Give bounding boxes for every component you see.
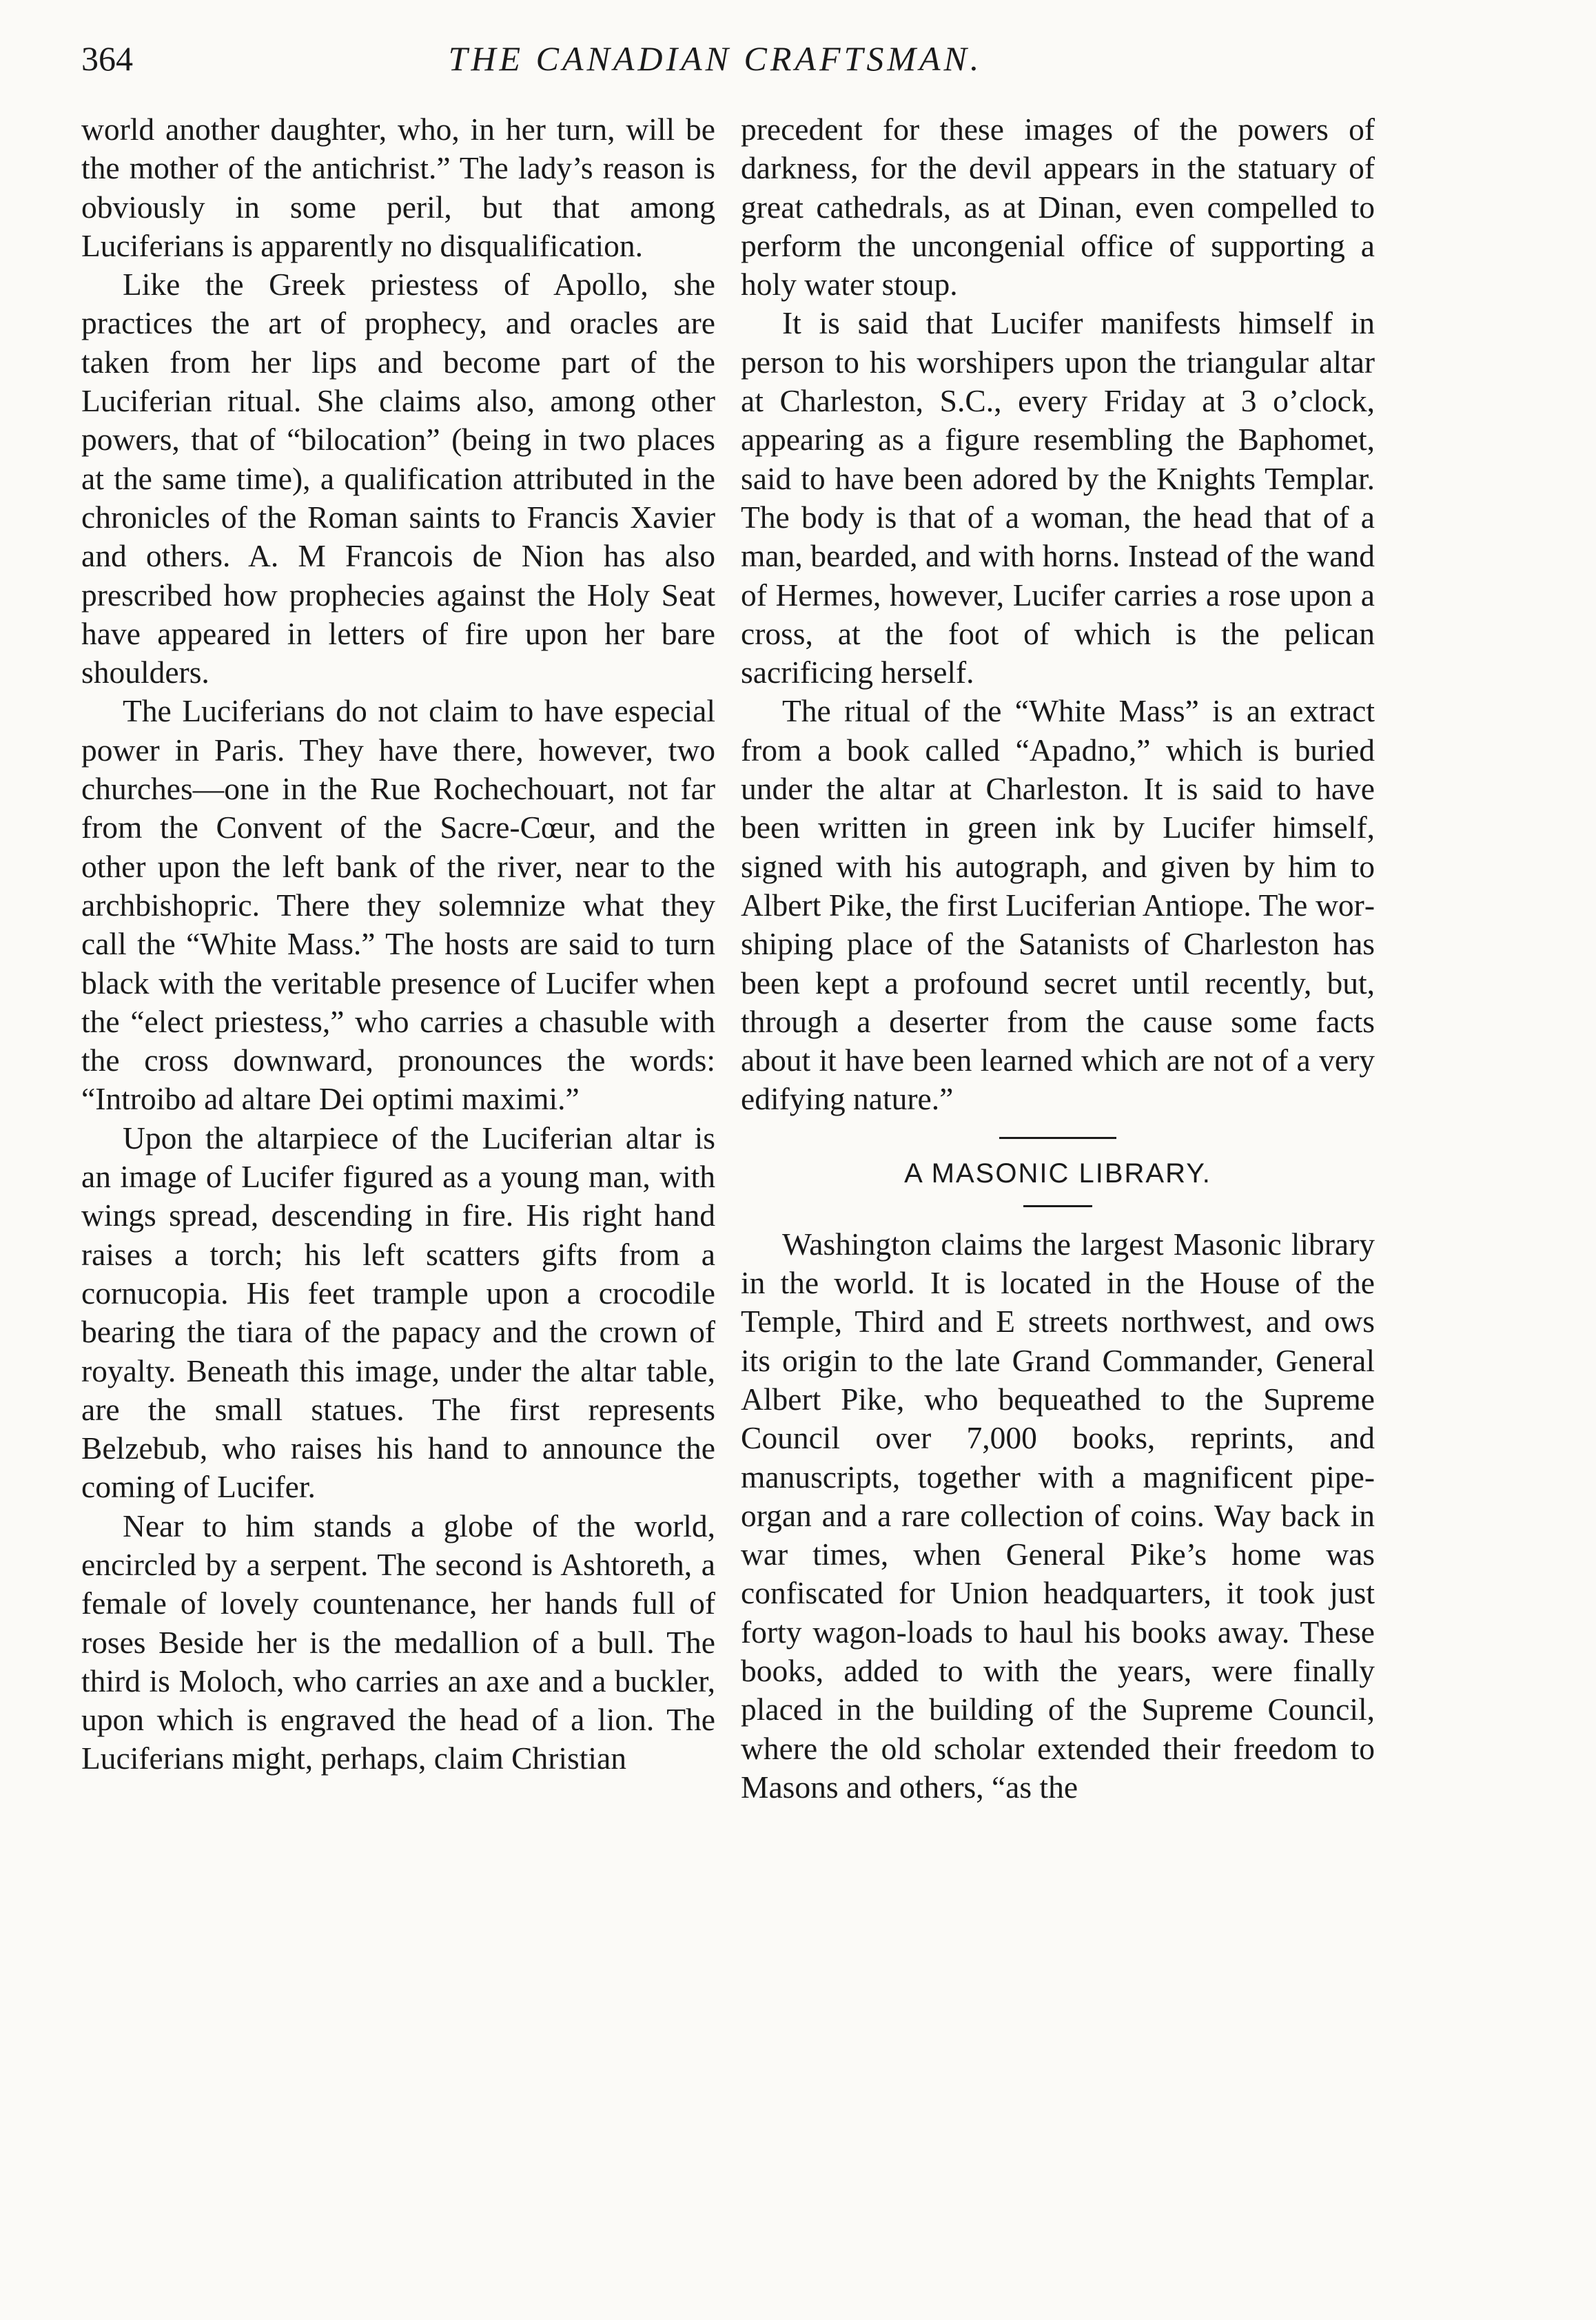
paragraph: The ritual of the “White Mass” is an extract from a book called “Apadno,” which is buried under the altar at Charleston. It is said to have been written in green ink by Lucifer himself, signed with his autograph, and given by him to Albert Pike, the first Luciferian Antiope. The worshiping place of the Satanists of Charleston has been kept a profound secret until recently, but, through a deserter from the cause some facts about it have been learned which are not of a very edifying nature.” (741, 693, 1375, 1117)
page-header (81, 28, 1349, 90)
paragraph: precedent for these images of the powers of darkness, for the devil appears in the statuary of great cathedrals, as at Dinan, even compelled to perform the uncongenial office of supporting a holy water stoup. (741, 112, 1375, 302)
page-number: 364 (81, 39, 133, 78)
heading-underline (1023, 1205, 1092, 1207)
right-column (741, 110, 1375, 1807)
running-title: THE CANADIAN CRAFTSMAN. (448, 39, 983, 78)
paragraph: Upon the altarpiece of the Luciferian altar is an image of Lucifer figured as a young man, with wings spread, descending in fire. His right hand raises a torch; his left scatters gifts from a cornucopia. His feet trample upon a crocodile bearing the tiara of the papacy and the crown of royalty. Beneath this image, under the altar table, are the small statues. The first represents Belzebub, who raises his hand to announce the coming of Lucifer. (81, 1120, 715, 1505)
section-heading: A MASONIC LIBRARY. (904, 1158, 1211, 1189)
paragraph: It is said that Lucifer manifests himself in person to his worshipers upon the triangular altar at Charleston, S.C., every Friday at 3 o’clock, appearing as a figure resembling the Baphomet, said to have been adored by the Knights Templar. The body is that of a woman, the head that of a man, bearded, and with horns. Instead of the wand of Hermes, however, Lucifer carries a rose upon a cross, at the foot of which is the pelican sacrificing herself. (741, 305, 1375, 690)
paragraph: Like the Greek priestess of Apollo, she practices the art of prophecy, and oracles are taken from her lips and become part of the Luciferian ritual. She claims also, among other powers, that of “bilocation” (being in two places at the same time), a qualification attributed in the chronicles of the Roman saints to Francis Xavier and others. A. M Francois de Nion has also prescribed how prophecies against the Holy Seat have appeared in letters of fire upon her bare shoulders. (81, 267, 715, 690)
paragraph: Washington claims the largest Masonic library in the world. It is located in the House of the Temple, Third and E streets northwest, and ows its origin to the late Grand Commander, General Albert Pike, who bequeathed to the Supreme Council over 7,000 books, reprints, and manuscripts, together with a magnificent pipe-organ and a rare collection of coins. Way back in war times, when General Pike’s home was confiscated for Union headquarters, it took just forty wagon-loads to haul his books away. These books, added to with the years, were finally placed in the building of the Supreme Council, where the old scholar extended their freedom to Masons and others, “as the (741, 1226, 1375, 1805)
paragraph: The Luciferians do not claim to have especial power in Paris. They have there, however, two churches—one in the Rue Rochechouart, not far from the Convent of the Sacre-Cœur, and the other upon the left bank of the river, near to the archbishopric. There they solemnize what they call the “White Mass.” The hosts are said to turn black with the veritable presence of Lucifer when the “elect priestess,” who carries a chasuble with the cross downward, pronounces the words: “Introibo ad altare Dei optimi maximi.” (81, 693, 715, 1117)
paragraph: Near to him stands a globe of the world, encircled by a serpent. The second is Ashtoreth, a female of lovely countenance, her hands full of roses Beside her is the medallion of a bull. The third is Moloch, who carries an axe and a buckler, upon which is engraved the head of a lion. The Luciferians might, perhaps, claim Christian (81, 1508, 715, 1776)
left-column (81, 110, 715, 1778)
paragraph: world another daughter, who, in her turn, will be the mother of the antichrist.” The lady’s reason is obviously in some peril, but that among Luciferians is apparently no disqualification. (81, 112, 715, 263)
section-divider (999, 1137, 1116, 1139)
